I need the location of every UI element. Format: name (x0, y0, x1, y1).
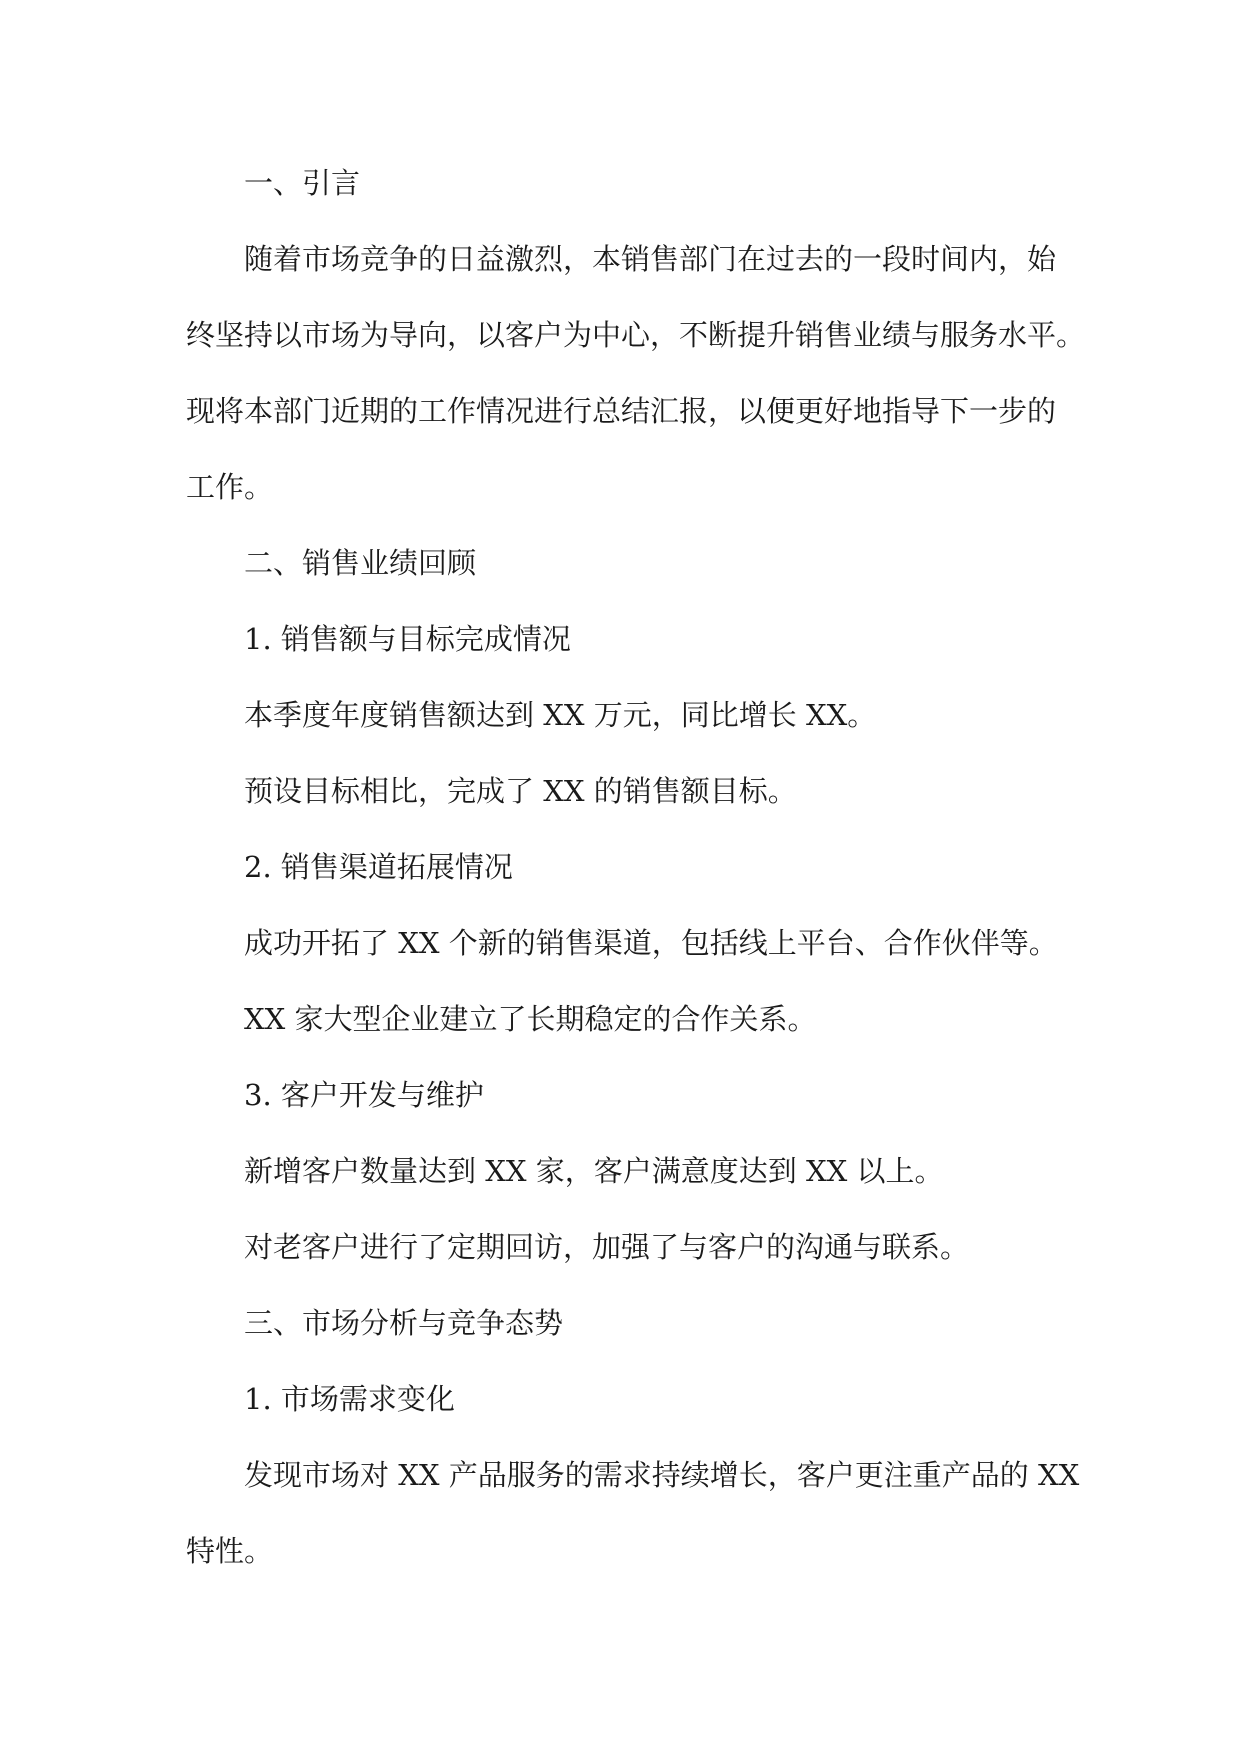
subsection-heading-sales-target: 1. 销售额与目标完成情况 (244, 622, 571, 656)
customers-line-1: 新增客户数量达到 XX 家，客户满意度达到 XX 以上。 (244, 1154, 944, 1188)
market-demand-paragraph (186, 1437, 1080, 1589)
section-heading-intro: 一、引言 (244, 166, 361, 200)
intro-paragraph-line-3: 现将本部门近期的工作情况进行总结汇报，以便更好地指导下一步的 (186, 394, 1057, 428)
sales-target-line-2: 预设目标相比，完成了 XX 的销售额目标。 (244, 774, 797, 808)
customers-line-2: 对老客户进行了定期回访，加强了与客户的沟通与联系。 (244, 1230, 970, 1264)
subsection-heading-market-demand: 1. 市场需求变化 (244, 1382, 455, 1416)
intro-paragraph (186, 221, 1086, 525)
market-demand-line-1: 发现市场对 XX 产品服务的需求持续增长，客户更注重产品的 XX (244, 1458, 1080, 1492)
document-body (186, 145, 1086, 1589)
intro-paragraph-line-2: 终坚持以市场为导向，以客户为中心，不断提升销售业绩与服务水平。 (186, 318, 1086, 352)
subsection-heading-customers: 3. 客户开发与维护 (244, 1078, 484, 1112)
section-heading-market: 三、市场分析与竞争态势 (244, 1306, 564, 1340)
section-heading-sales-review: 二、销售业绩回顾 (244, 546, 477, 580)
sales-target-line-1: 本季度年度销售额达到 XX 万元，同比增长 XX。 (244, 698, 877, 732)
intro-paragraph-line-4: 工作。 (186, 470, 274, 504)
subsection-heading-channels: 2. 销售渠道拓展情况 (244, 850, 513, 884)
intro-paragraph-line-1: 随着市场竞争的日益激烈，本销售部门在过去的一段时间内，始 (244, 242, 1057, 276)
channels-line-2: XX 家大型企业建立了长期稳定的合作关系。 (244, 1002, 817, 1036)
channels-line-1: 成功开拓了 XX 个新的销售渠道，包括线上平台、合作伙伴等。 (244, 926, 1058, 960)
market-demand-line-2: 特性。 (186, 1534, 274, 1568)
